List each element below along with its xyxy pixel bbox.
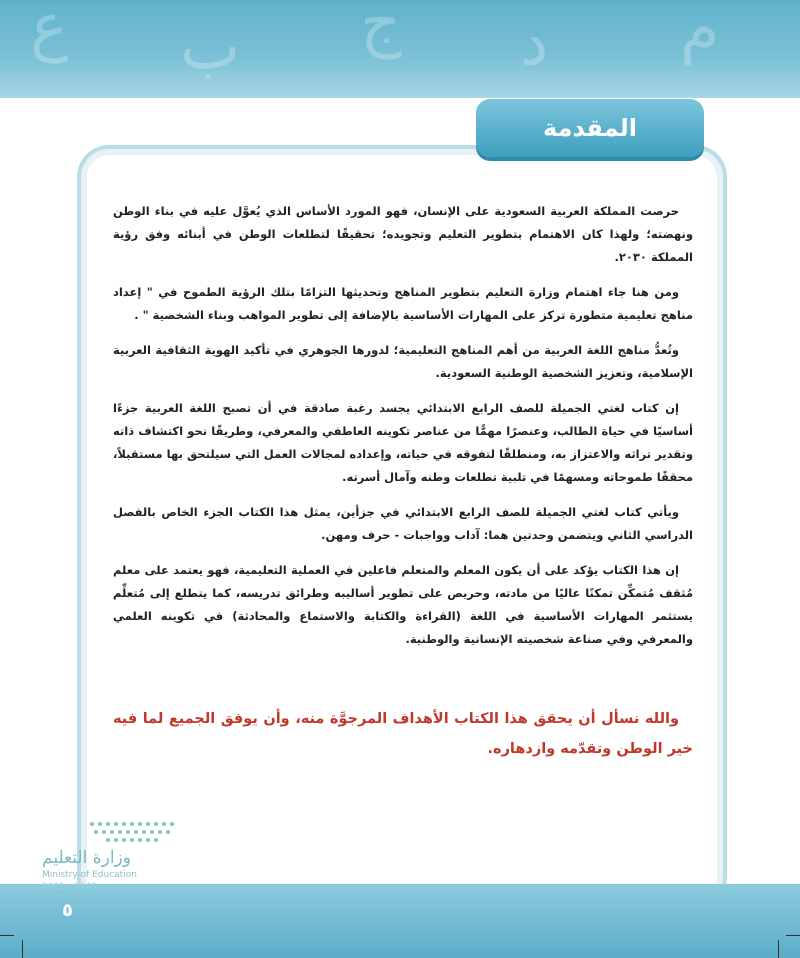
paragraph: ومن هنا جاء اهتمام وزارة التعليم بتطوير المناهج وتحديثها التزامًا بتلك الرؤية الطموح في " إعداد مناهج تعليمية متطورة تركز على المهارات الأساسية بالإضافة إلى تطوير المواهب وبناء الشخصية " . — [113, 285, 693, 322]
decorative-letter-icon: ع — [30, 0, 69, 64]
logo-year: 2021 - 1443 — [42, 882, 97, 892]
decorative-letter-icon: ب — [180, 10, 241, 84]
ministry-logo — [42, 818, 182, 898]
decorative-letter-icon: ج — [360, 0, 402, 60]
header-decorative-band — [0, 0, 800, 98]
paragraph: إن كتاب لغتي الجميلة للصف الرابع الابتدائي يجسد رغبة صادقة في أن تصبح اللغة العربية جزءًا أساسيًا في حياة الطالب، وعنصرًا مهمًّا من عناصر تكوينه العاطفي والمعرفي، وطريقًا نحو اكتشاف ذاته وتقدير تراثه والاعتزاز به، ومنطلقًا لتفوقه في حياته، وإعداده لمجالات العمل التي سيلتحق بها مستقبلاً، محققًا طموحاته ومسهمًا في تلبية تطلعات وطنه وآمال أسرته. — [113, 401, 693, 484]
paragraph: ويأتي كتاب لغتي الجميلة للصف الرابع الابتدائي في جزأين، يمثل هذا الكتاب الجزء الخاص بالفصل الدراسي الثاني ويتضمن وحدتين هما: آداب وواجبات - حرف ومهن. — [113, 505, 693, 542]
paragraph: حرصت المملكة العربية السعودية على الإنسان، فهو المورد الأساس الذي يُعوَّل عليه في بناء الوطن ونهضته؛ ولهذا كان الاهتمام بتطوير التعليم وتجويده؛ تحقيقًا لتطلعات الوطن في أبنائه وفق رؤية المملكة ٢٠٣٠. — [113, 204, 693, 264]
crop-mark — [786, 935, 800, 936]
intro-body — [113, 200, 693, 663]
decorative-letter-icon: م — [680, 0, 720, 66]
crop-mark — [0, 935, 14, 936]
logo-dots-icon — [86, 818, 182, 844]
page-title: المقدمة — [543, 114, 637, 142]
page-number: ٥ — [62, 900, 73, 921]
logo-name-english: Ministry of Education — [42, 870, 137, 880]
paragraph: وتُعدُّ مناهج اللغة العربية من أهم المناهج التعليمية؛ لدورها الجوهري في تأكيد الهوية الثقافية العربية الإسلامية، وتعزيز الشخصية الوطنية السعودية. — [113, 343, 693, 380]
paragraph: إن هذا الكتاب يؤكد على أن يكون المعلم والمتعلم فاعلين في العملية التعليمية، فهو يعتمد على معلم مُثقف مُتمكِّن تمكنًا عاليًا من مادته، وحريص على تطوير أساليبه وطرائق تدريسه، كما يتطلع إلى مُتعلِّم يستثمر المهارات الأساسية في اللغة (القراءة والكتابة والاستماع والمحادثة) في تكوينه العلمي والمعرفي وفي صناعة شخصيته الإنسانية والوطنية. — [113, 563, 693, 646]
closing-prayer: والله نسأل أن يحقق هذا الكتاب الأهداف المرجوَّة منه، وأن يوفق الجميع لما فيه خير الوطن وتقدّمه وازدهاره. — [113, 711, 693, 757]
logo-name-arabic: وزارة التعليم — [42, 848, 131, 868]
crop-mark — [22, 940, 23, 958]
decorative-letter-icon: د — [520, 6, 549, 80]
crop-mark — [778, 940, 779, 958]
